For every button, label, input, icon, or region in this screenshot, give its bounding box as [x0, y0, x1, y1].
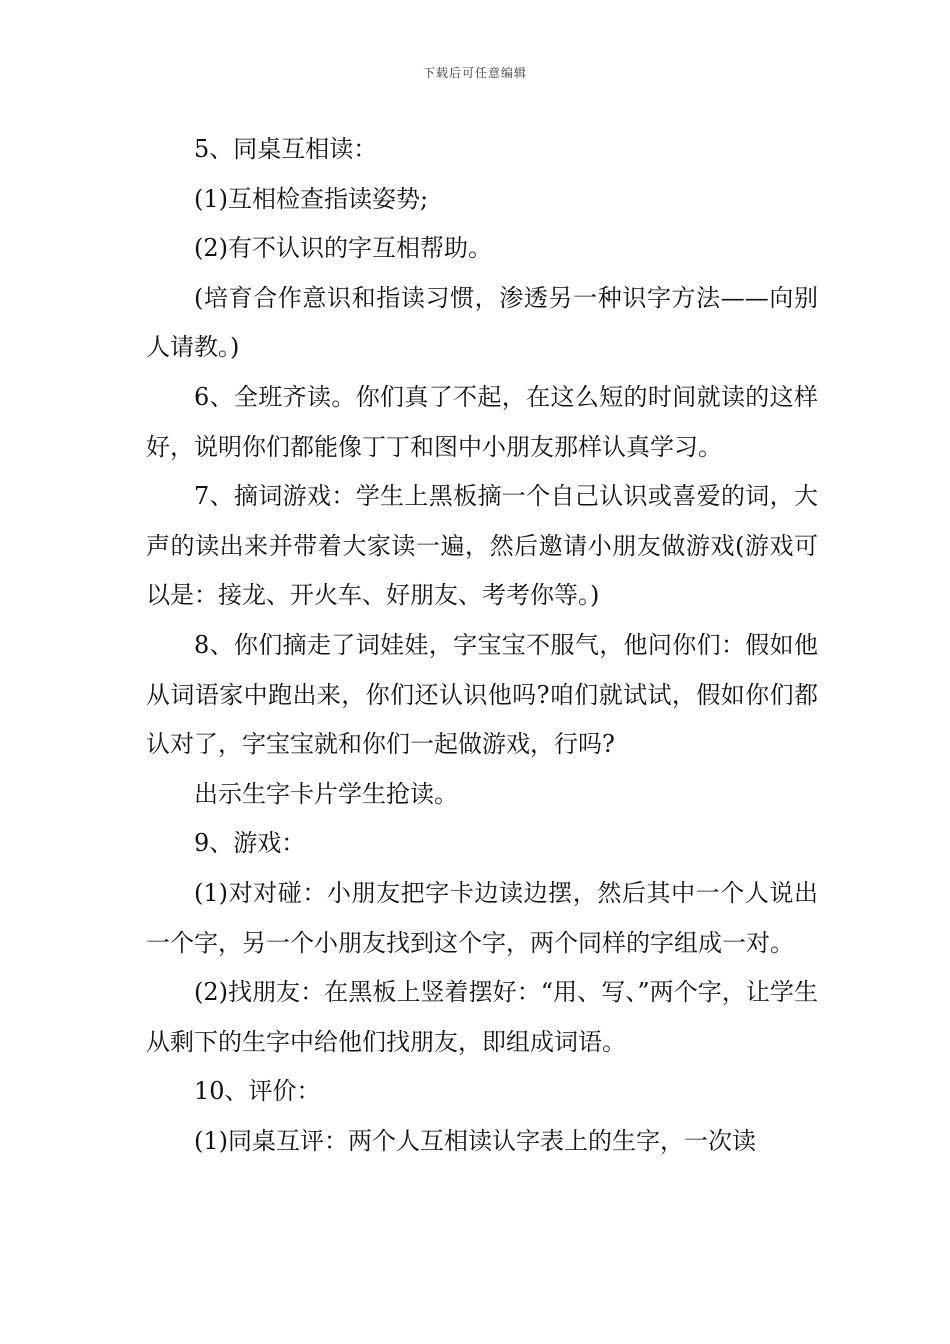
paragraph-step-8-followup: 出示生字卡片学生抢读。: [194, 779, 458, 808]
paragraph-step-9-item-1: (1)对对碰：小朋友把字卡边读边摆，然后其中一个人说出一个字，另一个小朋友找到这个字，两个同样的字组成一对。: [146, 878, 818, 957]
paragraph-step-10-item-1: (1)同桌互评：两个人互相读认字表上的生字，一次读: [194, 1126, 756, 1155]
page-header: 下载后可任意编辑: [422, 66, 527, 80]
paragraph-step-5-note: (培育合作意识和指读习惯，渗透另一种识字方法——向别人请教。): [146, 283, 818, 362]
paragraph-step-7: 7、摘词游戏：学生上黑板摘一个自己认识或喜爱的词，大声的读出来并带着大家读一遍，然后邀请小朋友做游戏(游戏可以是：接龙、开火车、好朋友、考考你等。): [146, 482, 818, 610]
paragraph-step-5-item-1: (1)互相检查指读姿势;: [194, 184, 429, 213]
document-body: [146, 125, 818, 1166]
paragraph-step-5: 5、同桌互相读：: [194, 135, 378, 163]
paragraph-step-6: 6、全班齐读。你们真了不起，在这么短的时间就读的这样好，说明你们都能像丁丁和图中小朋友那样认真学习。: [146, 382, 818, 461]
paragraph-step-9: 9、游戏：: [194, 829, 306, 858]
paragraph-step-8: 8、你们摘走了词娃娃，字宝宝不服气，他问你们：假如他从词语家中跑出来，你们还认识他吗?咱们就试试，假如你们都认对了，字宝宝就和你们一起做游戏，行吗?: [146, 630, 818, 759]
paragraph-step-9-item-2: (2)找朋友：在黑板上竖着摆好：“用、写、”两个字，让学生从剩下的生字中给他们找朋友，即组成词语。: [146, 978, 818, 1056]
paragraph-step-5-item-2: (2)有不认识的字互相帮助。: [194, 234, 492, 263]
paragraph-step-10: 10、评价：: [194, 1077, 321, 1106]
